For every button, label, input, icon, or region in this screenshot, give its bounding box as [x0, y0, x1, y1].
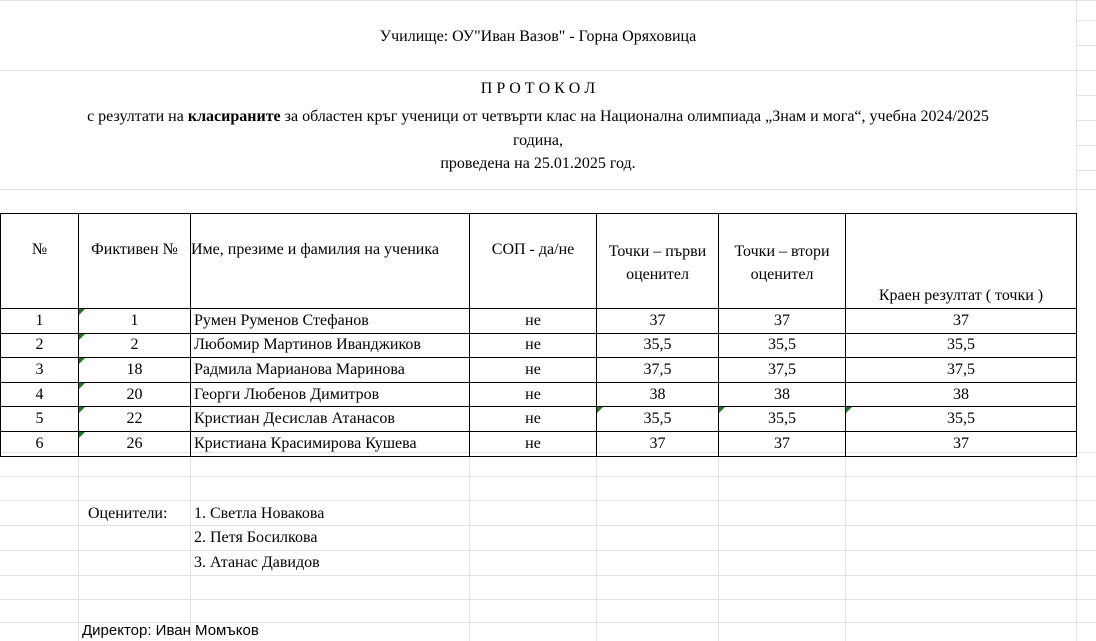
- cell-final[interactable]: 37: [846, 309, 1077, 334]
- cell-final[interactable]: 38: [846, 382, 1077, 407]
- cell-points-second[interactable]: 38: [719, 382, 846, 407]
- cell-points-first[interactable]: 38: [597, 382, 719, 407]
- director-signature-line: Директор: Иван Момъков: [82, 622, 259, 639]
- cell-name[interactable]: Кристиана Красимирова Кушева: [191, 431, 470, 456]
- cell-points-first[interactable]: 37,5: [597, 358, 719, 383]
- cell-name[interactable]: Любомир Мартинов Иванджиков: [191, 333, 470, 358]
- cell-sop[interactable]: не: [470, 358, 597, 383]
- cell-points-second[interactable]: 35,5: [719, 333, 846, 358]
- cell-num[interactable]: 2: [1, 333, 79, 358]
- evaluator-name: 2. Петя Босилкова: [194, 529, 318, 546]
- gridline: [596, 430, 597, 641]
- gridline: [0, 599, 1096, 600]
- table-row: [1, 309, 1077, 334]
- cell-num[interactable]: 1: [1, 309, 79, 334]
- protocol-subtitle-line1: [0, 107, 1076, 127]
- cell-sop[interactable]: не: [470, 309, 597, 334]
- gridline: [845, 430, 846, 641]
- results-table: [0, 213, 1077, 457]
- gridline: [1076, 95, 1096, 96]
- evaluator-name: 3. Атанас Давидов: [194, 554, 320, 571]
- gridline: [0, 0, 1096, 1]
- gridline: [718, 430, 719, 641]
- school-name: Училище: ОУ"Иван Вазов" - Горна Оряховица: [379, 28, 697, 45]
- cell-final[interactable]: 35,5: [846, 333, 1077, 358]
- cell-num[interactable]: 6: [1, 431, 79, 456]
- gridline: [1076, 120, 1096, 121]
- header-points-first: [597, 214, 719, 309]
- cell-num[interactable]: 3: [1, 358, 79, 383]
- gridline: [0, 476, 1096, 477]
- table-row: [1, 382, 1077, 407]
- gridline: [1076, 20, 1096, 21]
- gridline: [0, 70, 1096, 71]
- cell-points-first[interactable]: 37: [597, 309, 719, 334]
- cell-points-first[interactable]: 35,5: [597, 407, 719, 432]
- gridline: [0, 500, 1096, 501]
- cell-fict[interactable]: 18: [79, 358, 191, 383]
- subtitle-bold: класираните: [187, 108, 281, 125]
- table-row: [1, 358, 1077, 383]
- cell-name[interactable]: Румен Руменов Стефанов: [191, 309, 470, 334]
- cell-final[interactable]: 37,5: [846, 358, 1077, 383]
- header-name: Име, презиме и фамилия на ученика: [191, 214, 470, 309]
- header-text: Точки – втори: [734, 243, 830, 260]
- evaluator-name: 1. Светла Новакова: [194, 505, 325, 522]
- subtitle-text: с резултати на: [87, 108, 188, 125]
- gridline: [190, 430, 191, 641]
- table-row: [1, 431, 1077, 456]
- cell-name[interactable]: Георги Любенов Димитров: [191, 382, 470, 407]
- cell-final[interactable]: 37: [846, 431, 1077, 456]
- cell-name[interactable]: Радмила Марианова Маринова: [191, 358, 470, 383]
- cell-fict[interactable]: 26: [79, 431, 191, 456]
- gridline: [78, 430, 79, 641]
- cell-points-second[interactable]: 35,5: [719, 407, 846, 432]
- header-num: №: [1, 214, 79, 309]
- cell-sop[interactable]: не: [470, 333, 597, 358]
- cell-num[interactable]: 5: [1, 407, 79, 432]
- cell-points-second[interactable]: 37: [719, 309, 846, 334]
- header-final: Краен резултат ( точки ): [846, 214, 1077, 309]
- gridline: [0, 550, 1096, 551]
- gridline: [1076, 45, 1096, 46]
- cell-sop[interactable]: не: [470, 382, 597, 407]
- cell-points-second[interactable]: 37,5: [719, 358, 846, 383]
- cell-num[interactable]: 4: [1, 382, 79, 407]
- gridline: [1076, 170, 1096, 171]
- cell-points-first[interactable]: 37: [597, 431, 719, 456]
- table-row: [1, 333, 1077, 358]
- table-row: [1, 407, 1077, 432]
- gridline: [1076, 145, 1096, 146]
- cell-points-first[interactable]: 35,5: [597, 333, 719, 358]
- cell-sop[interactable]: не: [470, 407, 597, 432]
- cell-final[interactable]: 35,5: [846, 407, 1077, 432]
- evaluators-label: Оценители:: [88, 505, 168, 522]
- header-sop: СОП - да/не: [470, 214, 597, 309]
- protocol-date: проведена на 25.01.2025 год.: [440, 155, 636, 172]
- cell-points-second[interactable]: 37: [719, 431, 846, 456]
- subtitle-text: за областен кръг ученици от четвърти клас на Национална олимпиада „Знам и мога“, учебна 2024/2025: [280, 108, 989, 125]
- table-header-row: [1, 214, 1077, 309]
- cell-sop[interactable]: не: [470, 431, 597, 456]
- gridline: [0, 575, 1096, 576]
- cell-fict[interactable]: 22: [79, 407, 191, 432]
- header-text: Точки – първи: [608, 243, 707, 260]
- header-fict: Фиктивен №: [79, 214, 191, 309]
- header-points-second: [719, 214, 846, 309]
- cell-fict[interactable]: 20: [79, 382, 191, 407]
- cell-fict[interactable]: 1: [79, 309, 191, 334]
- protocol-subtitle-line2: година,: [512, 132, 564, 149]
- header-text: оценител: [626, 266, 689, 283]
- gridline: [469, 430, 470, 641]
- header-text: оценител: [750, 266, 814, 283]
- cell-fict[interactable]: 2: [79, 333, 191, 358]
- cell-name[interactable]: Кристиан Десислав Атанасов: [191, 407, 470, 432]
- gridline: [0, 525, 1096, 526]
- gridline: [0, 189, 1096, 190]
- protocol-title: П Р О Т О К О Л: [480, 80, 596, 97]
